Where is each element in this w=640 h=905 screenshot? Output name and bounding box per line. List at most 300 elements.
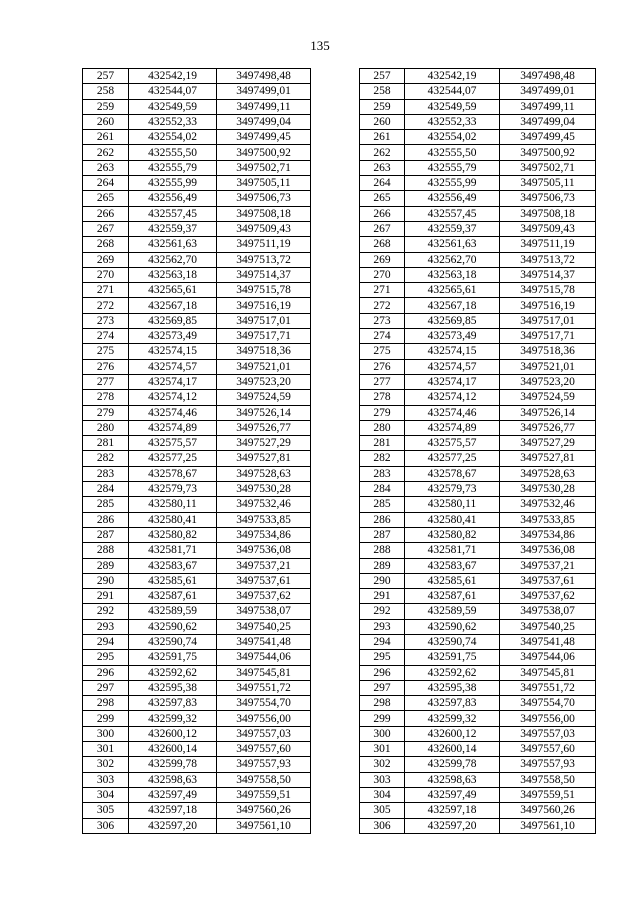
y-coordinate-cell: 3497526,14	[217, 405, 311, 420]
point-number-cell: 286	[83, 512, 129, 527]
y-coordinate-cell: 3497506,73	[217, 191, 311, 206]
x-coordinate-cell: 432549,59	[405, 99, 500, 114]
y-coordinate-cell: 3497557,93	[500, 757, 596, 772]
point-number-cell: 289	[360, 558, 405, 573]
point-number-cell: 300	[360, 726, 405, 741]
coordinates-table-body	[360, 69, 596, 834]
x-coordinate-cell: 432580,11	[405, 497, 500, 512]
y-coordinate-cell: 3497544,06	[217, 650, 311, 665]
point-number-cell: 281	[360, 436, 405, 451]
x-coordinate-cell: 432579,73	[405, 482, 500, 497]
table-row	[360, 344, 596, 359]
y-coordinate-cell: 3497499,45	[217, 130, 311, 145]
table-row	[83, 711, 311, 726]
y-coordinate-cell: 3497545,81	[217, 665, 311, 680]
point-number-cell: 274	[83, 329, 129, 344]
coordinates-table-body	[83, 69, 311, 834]
table-row	[360, 160, 596, 175]
point-number-cell: 268	[83, 237, 129, 252]
y-coordinate-cell: 3497537,62	[500, 589, 596, 604]
x-coordinate-cell: 432597,20	[405, 818, 500, 833]
x-coordinate-cell: 432599,78	[405, 757, 500, 772]
table-row	[83, 527, 311, 542]
point-number-cell: 257	[83, 69, 129, 84]
point-number-cell: 266	[360, 206, 405, 221]
point-number-cell: 306	[83, 818, 129, 833]
y-coordinate-cell: 3497500,92	[217, 145, 311, 160]
x-coordinate-cell: 432573,49	[405, 329, 500, 344]
table-row	[360, 267, 596, 282]
x-coordinate-cell: 432597,18	[405, 803, 500, 818]
table-row	[83, 451, 311, 466]
x-coordinate-cell: 432592,62	[129, 665, 217, 680]
point-number-cell: 289	[83, 558, 129, 573]
table-row	[360, 772, 596, 787]
table-row	[360, 283, 596, 298]
x-coordinate-cell: 432555,79	[129, 160, 217, 175]
x-coordinate-cell: 432592,62	[405, 665, 500, 680]
x-coordinate-cell: 432580,11	[129, 497, 217, 512]
point-number-cell: 296	[83, 665, 129, 680]
x-coordinate-cell: 432567,18	[129, 298, 217, 313]
y-coordinate-cell: 3497511,19	[500, 237, 596, 252]
y-coordinate-cell: 3497517,01	[500, 313, 596, 328]
point-number-cell: 301	[360, 742, 405, 757]
point-number-cell: 268	[360, 237, 405, 252]
table-row	[83, 420, 311, 435]
y-coordinate-cell: 3497532,46	[500, 497, 596, 512]
table-row	[360, 787, 596, 802]
table-row	[360, 420, 596, 435]
point-number-cell: 295	[360, 650, 405, 665]
table-row	[83, 390, 311, 405]
point-number-cell: 265	[360, 191, 405, 206]
table-row	[83, 344, 311, 359]
y-coordinate-cell: 3497526,77	[217, 420, 311, 435]
point-number-cell: 285	[360, 497, 405, 512]
table-row	[83, 69, 311, 84]
point-number-cell: 279	[83, 405, 129, 420]
table-row	[83, 466, 311, 481]
y-coordinate-cell: 3497524,59	[217, 390, 311, 405]
y-coordinate-cell: 3497559,51	[500, 787, 596, 802]
table-row	[360, 512, 596, 527]
table-row	[83, 680, 311, 695]
y-coordinate-cell: 3497528,63	[500, 466, 596, 481]
coordinates-table-right	[359, 68, 596, 834]
table-row	[360, 726, 596, 741]
point-number-cell: 284	[83, 482, 129, 497]
x-coordinate-cell: 432597,49	[129, 787, 217, 802]
point-number-cell: 280	[83, 420, 129, 435]
table-row	[360, 696, 596, 711]
point-number-cell: 287	[83, 527, 129, 542]
y-coordinate-cell: 3497514,37	[217, 267, 311, 282]
y-coordinate-cell: 3497557,03	[217, 726, 311, 741]
table-row	[360, 390, 596, 405]
x-coordinate-cell: 432580,82	[129, 527, 217, 542]
point-number-cell: 273	[83, 313, 129, 328]
x-coordinate-cell: 432590,74	[129, 634, 217, 649]
point-number-cell: 294	[83, 634, 129, 649]
point-number-cell: 276	[83, 359, 129, 374]
y-coordinate-cell: 3497523,20	[500, 374, 596, 389]
point-number-cell: 264	[360, 176, 405, 191]
table-row	[83, 130, 311, 145]
y-coordinate-cell: 3497515,78	[217, 283, 311, 298]
x-coordinate-cell: 432574,15	[129, 344, 217, 359]
y-coordinate-cell: 3497505,11	[217, 176, 311, 191]
y-coordinate-cell: 3497502,71	[217, 160, 311, 175]
x-coordinate-cell: 432574,46	[405, 405, 500, 420]
y-coordinate-cell: 3497533,85	[500, 512, 596, 527]
point-number-cell: 293	[360, 619, 405, 634]
x-coordinate-cell: 432589,59	[129, 604, 217, 619]
x-coordinate-cell: 432580,41	[129, 512, 217, 527]
table-row	[83, 176, 311, 191]
y-coordinate-cell: 3497551,72	[500, 680, 596, 695]
point-number-cell: 258	[360, 84, 405, 99]
x-coordinate-cell: 432581,71	[129, 543, 217, 558]
table-row	[83, 772, 311, 787]
x-coordinate-cell: 432555,99	[129, 176, 217, 191]
point-number-cell: 288	[360, 543, 405, 558]
x-coordinate-cell: 432589,59	[405, 604, 500, 619]
table-row	[83, 512, 311, 527]
table-row	[360, 818, 596, 833]
x-coordinate-cell: 432590,74	[405, 634, 500, 649]
point-number-cell: 281	[83, 436, 129, 451]
point-number-cell: 260	[360, 114, 405, 129]
y-coordinate-cell: 3497557,60	[500, 742, 596, 757]
point-number-cell: 284	[360, 482, 405, 497]
table-row	[360, 650, 596, 665]
table-row	[83, 206, 311, 221]
y-coordinate-cell: 3497527,29	[217, 436, 311, 451]
point-number-cell: 306	[360, 818, 405, 833]
x-coordinate-cell: 432591,75	[129, 650, 217, 665]
x-coordinate-cell: 432554,02	[129, 130, 217, 145]
point-number-cell: 301	[83, 742, 129, 757]
table-row	[83, 573, 311, 588]
point-number-cell: 294	[360, 634, 405, 649]
y-coordinate-cell: 3497527,29	[500, 436, 596, 451]
y-coordinate-cell: 3497516,19	[217, 298, 311, 313]
x-coordinate-cell: 432580,41	[405, 512, 500, 527]
table-row	[360, 543, 596, 558]
y-coordinate-cell: 3497557,93	[217, 757, 311, 772]
x-coordinate-cell: 432580,82	[405, 527, 500, 542]
point-number-cell: 271	[83, 283, 129, 298]
x-coordinate-cell: 432579,73	[129, 482, 217, 497]
coordinates-table-left	[82, 68, 311, 834]
y-coordinate-cell: 3497540,25	[500, 619, 596, 634]
table-row	[360, 619, 596, 634]
table-row	[83, 482, 311, 497]
point-number-cell: 286	[360, 512, 405, 527]
y-coordinate-cell: 3497551,72	[217, 680, 311, 695]
table-row	[360, 757, 596, 772]
x-coordinate-cell: 432581,71	[405, 543, 500, 558]
y-coordinate-cell: 3497527,81	[217, 451, 311, 466]
point-number-cell: 259	[360, 99, 405, 114]
point-number-cell: 262	[360, 145, 405, 160]
table-row	[83, 742, 311, 757]
table-row	[360, 634, 596, 649]
table-row	[83, 696, 311, 711]
table-row	[83, 604, 311, 619]
y-coordinate-cell: 3497537,62	[217, 589, 311, 604]
point-number-cell: 296	[360, 665, 405, 680]
table-row	[360, 99, 596, 114]
x-coordinate-cell: 432552,33	[405, 114, 500, 129]
y-coordinate-cell: 3497521,01	[217, 359, 311, 374]
y-coordinate-cell: 3497527,81	[500, 451, 596, 466]
table-row	[83, 283, 311, 298]
point-number-cell: 283	[83, 466, 129, 481]
point-number-cell: 267	[83, 221, 129, 236]
table-row	[360, 466, 596, 481]
table-row	[83, 114, 311, 129]
y-coordinate-cell: 3497561,10	[217, 818, 311, 833]
point-number-cell: 305	[83, 803, 129, 818]
point-number-cell: 260	[83, 114, 129, 129]
table-row	[83, 329, 311, 344]
point-number-cell: 288	[83, 543, 129, 558]
x-coordinate-cell: 432578,67	[129, 466, 217, 481]
x-coordinate-cell: 432574,89	[405, 420, 500, 435]
y-coordinate-cell: 3497534,86	[217, 527, 311, 542]
x-coordinate-cell: 432597,83	[129, 696, 217, 711]
table-row	[360, 313, 596, 328]
x-coordinate-cell: 432574,17	[405, 374, 500, 389]
y-coordinate-cell: 3497526,77	[500, 420, 596, 435]
x-coordinate-cell: 432591,75	[405, 650, 500, 665]
table-row	[360, 252, 596, 267]
y-coordinate-cell: 3497502,71	[500, 160, 596, 175]
table-row	[83, 298, 311, 313]
x-coordinate-cell: 432555,99	[405, 176, 500, 191]
point-number-cell: 263	[83, 160, 129, 175]
table-row	[360, 589, 596, 604]
point-number-cell: 303	[83, 772, 129, 787]
y-coordinate-cell: 3497499,04	[217, 114, 311, 129]
table-row	[83, 160, 311, 175]
x-coordinate-cell: 432599,78	[129, 757, 217, 772]
x-coordinate-cell: 432574,12	[405, 390, 500, 405]
y-coordinate-cell: 3497536,08	[500, 543, 596, 558]
table-row	[83, 757, 311, 772]
point-number-cell: 302	[360, 757, 405, 772]
point-number-cell: 305	[360, 803, 405, 818]
point-number-cell: 295	[83, 650, 129, 665]
x-coordinate-cell: 432597,83	[405, 696, 500, 711]
point-number-cell: 259	[83, 99, 129, 114]
y-coordinate-cell: 3497498,48	[500, 69, 596, 84]
table-row	[360, 221, 596, 236]
point-number-cell: 278	[83, 390, 129, 405]
y-coordinate-cell: 3497517,71	[500, 329, 596, 344]
table-row	[83, 374, 311, 389]
y-coordinate-cell: 3497499,01	[217, 84, 311, 99]
table-row	[360, 680, 596, 695]
point-number-cell: 297	[83, 680, 129, 695]
y-coordinate-cell: 3497557,60	[217, 742, 311, 757]
y-coordinate-cell: 3497554,70	[500, 696, 596, 711]
y-coordinate-cell: 3497561,10	[500, 818, 596, 833]
y-coordinate-cell: 3497528,63	[217, 466, 311, 481]
x-coordinate-cell: 432562,70	[405, 252, 500, 267]
x-coordinate-cell: 432567,18	[405, 298, 500, 313]
x-coordinate-cell: 432562,70	[129, 252, 217, 267]
table-row	[360, 604, 596, 619]
x-coordinate-cell: 432600,14	[405, 742, 500, 757]
point-number-cell: 297	[360, 680, 405, 695]
table-row	[83, 84, 311, 99]
y-coordinate-cell: 3497559,51	[217, 787, 311, 802]
point-number-cell: 279	[360, 405, 405, 420]
x-coordinate-cell: 432583,67	[129, 558, 217, 573]
table-row	[360, 742, 596, 757]
y-coordinate-cell: 3497558,50	[500, 772, 596, 787]
x-coordinate-cell: 432599,32	[129, 711, 217, 726]
x-coordinate-cell: 432597,18	[129, 803, 217, 818]
y-coordinate-cell: 3497509,43	[500, 221, 596, 236]
point-number-cell: 265	[83, 191, 129, 206]
table-row	[360, 497, 596, 512]
table-row	[83, 665, 311, 680]
x-coordinate-cell: 432595,38	[405, 680, 500, 695]
y-coordinate-cell: 3497541,48	[500, 634, 596, 649]
y-coordinate-cell: 3497499,45	[500, 130, 596, 145]
x-coordinate-cell: 432565,61	[129, 283, 217, 298]
point-number-cell: 276	[360, 359, 405, 374]
x-coordinate-cell: 432561,63	[405, 237, 500, 252]
x-coordinate-cell: 432600,14	[129, 742, 217, 757]
table-row	[360, 374, 596, 389]
point-number-cell: 293	[83, 619, 129, 634]
x-coordinate-cell: 432574,57	[405, 359, 500, 374]
y-coordinate-cell: 3497518,36	[500, 344, 596, 359]
table-row	[360, 206, 596, 221]
point-number-cell: 261	[360, 130, 405, 145]
point-number-cell: 275	[360, 344, 405, 359]
x-coordinate-cell: 432544,07	[405, 84, 500, 99]
x-coordinate-cell: 432585,61	[405, 573, 500, 588]
table-row	[360, 665, 596, 680]
x-coordinate-cell: 432574,57	[129, 359, 217, 374]
x-coordinate-cell: 432556,49	[405, 191, 500, 206]
point-number-cell: 269	[360, 252, 405, 267]
y-coordinate-cell: 3497499,01	[500, 84, 596, 99]
y-coordinate-cell: 3497538,07	[217, 604, 311, 619]
y-coordinate-cell: 3497557,03	[500, 726, 596, 741]
point-number-cell: 277	[83, 374, 129, 389]
table-row	[360, 114, 596, 129]
y-coordinate-cell: 3497530,28	[500, 482, 596, 497]
x-coordinate-cell: 432557,45	[405, 206, 500, 221]
y-coordinate-cell: 3497505,11	[500, 176, 596, 191]
x-coordinate-cell: 432574,12	[129, 390, 217, 405]
y-coordinate-cell: 3497514,37	[500, 267, 596, 282]
x-coordinate-cell: 432556,49	[129, 191, 217, 206]
x-coordinate-cell: 432597,20	[129, 818, 217, 833]
y-coordinate-cell: 3497523,20	[217, 374, 311, 389]
y-coordinate-cell: 3497524,59	[500, 390, 596, 405]
table-row	[83, 359, 311, 374]
point-number-cell: 291	[83, 589, 129, 604]
point-number-cell: 272	[360, 298, 405, 313]
x-coordinate-cell: 432595,38	[129, 680, 217, 695]
x-coordinate-cell: 432587,61	[405, 589, 500, 604]
table-row	[83, 558, 311, 573]
y-coordinate-cell: 3497517,71	[217, 329, 311, 344]
x-coordinate-cell: 432561,63	[129, 237, 217, 252]
point-number-cell: 302	[83, 757, 129, 772]
x-coordinate-cell: 432597,49	[405, 787, 500, 802]
point-number-cell: 290	[83, 573, 129, 588]
point-number-cell: 272	[83, 298, 129, 313]
table-row	[83, 145, 311, 160]
y-coordinate-cell: 3497515,78	[500, 283, 596, 298]
x-coordinate-cell: 432583,67	[405, 558, 500, 573]
x-coordinate-cell: 432569,85	[129, 313, 217, 328]
y-coordinate-cell: 3497526,14	[500, 405, 596, 420]
table-row	[360, 329, 596, 344]
point-number-cell: 262	[83, 145, 129, 160]
x-coordinate-cell: 432585,61	[129, 573, 217, 588]
table-row	[83, 99, 311, 114]
y-coordinate-cell: 3497508,18	[500, 206, 596, 221]
table-row	[360, 405, 596, 420]
x-coordinate-cell: 432554,02	[405, 130, 500, 145]
table-row	[83, 589, 311, 604]
point-number-cell: 278	[360, 390, 405, 405]
table-row	[360, 84, 596, 99]
point-number-cell: 285	[83, 497, 129, 512]
x-coordinate-cell: 432559,37	[129, 221, 217, 236]
x-coordinate-cell: 432555,50	[405, 145, 500, 160]
x-coordinate-cell: 432578,67	[405, 466, 500, 481]
y-coordinate-cell: 3497508,18	[217, 206, 311, 221]
x-coordinate-cell: 432542,19	[405, 69, 500, 84]
y-coordinate-cell: 3497537,21	[217, 558, 311, 573]
x-coordinate-cell: 432598,63	[405, 772, 500, 787]
table-row	[360, 436, 596, 451]
x-coordinate-cell: 432573,49	[129, 329, 217, 344]
table-row	[360, 145, 596, 160]
x-coordinate-cell: 432600,12	[129, 726, 217, 741]
point-number-cell: 270	[360, 267, 405, 282]
point-number-cell: 280	[360, 420, 405, 435]
table-row	[83, 818, 311, 833]
table-row	[360, 359, 596, 374]
point-number-cell: 303	[360, 772, 405, 787]
point-number-cell: 298	[83, 696, 129, 711]
table-row	[83, 313, 311, 328]
x-coordinate-cell: 432574,46	[129, 405, 217, 420]
x-coordinate-cell: 432555,79	[405, 160, 500, 175]
x-coordinate-cell: 432590,62	[129, 619, 217, 634]
y-coordinate-cell: 3497536,08	[217, 543, 311, 558]
y-coordinate-cell: 3497532,46	[217, 497, 311, 512]
x-coordinate-cell: 432574,89	[129, 420, 217, 435]
x-coordinate-cell: 432552,33	[129, 114, 217, 129]
table-row	[83, 543, 311, 558]
y-coordinate-cell: 3497541,48	[217, 634, 311, 649]
y-coordinate-cell: 3497554,70	[217, 696, 311, 711]
y-coordinate-cell: 3497533,85	[217, 512, 311, 527]
